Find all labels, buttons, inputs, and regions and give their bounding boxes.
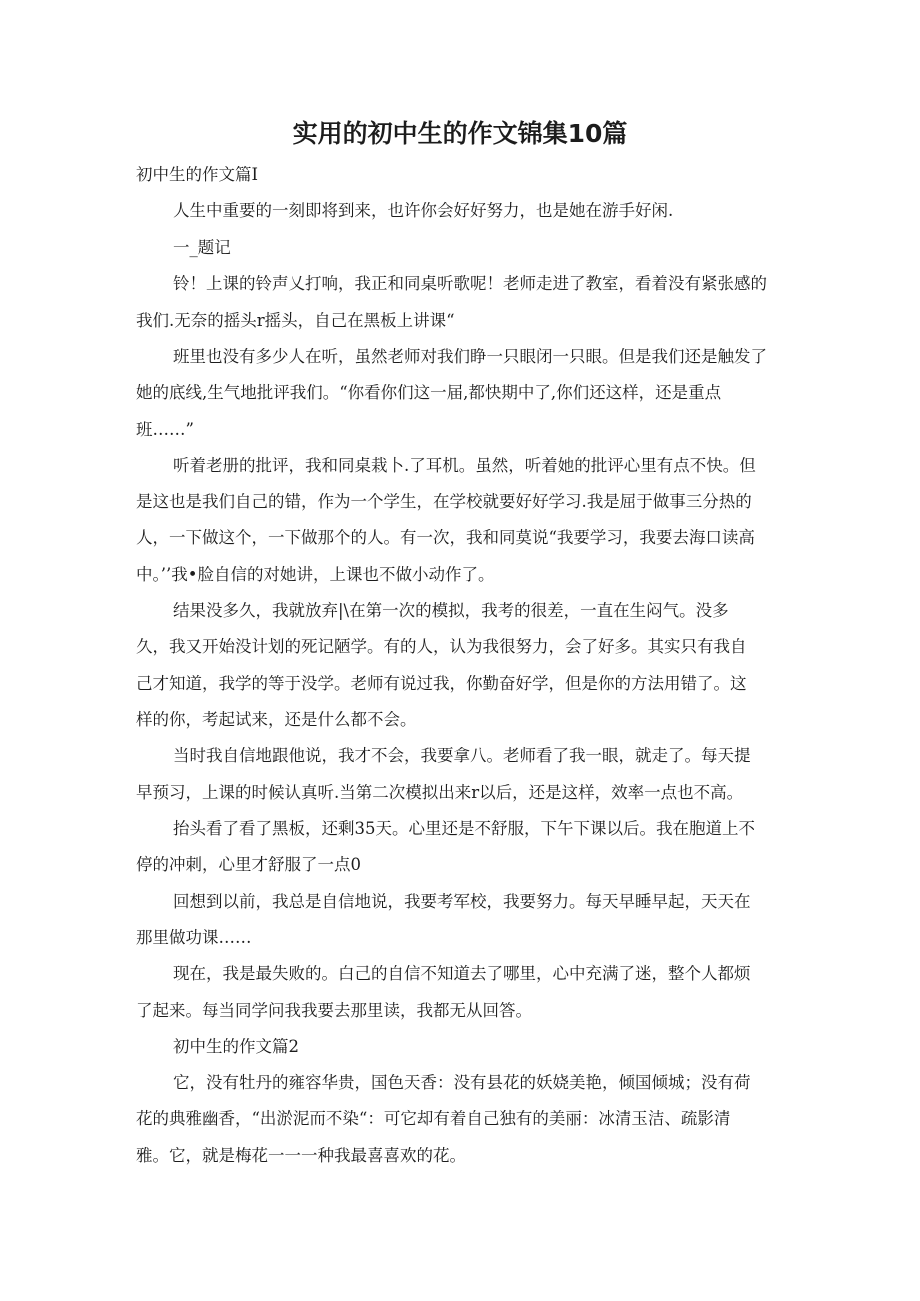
paragraph-line: 样的你，考起试来，还是什么都不会。 <box>136 710 417 729</box>
paragraph-line: 人，一下做这个，一下做那个的人。有一次，我和同莫说“我要学习，我要去海口读高 <box>136 528 755 547</box>
paragraph-line: 花的典雅幽香，“出淤泥而不染“：可它却有着自己独有的美丽：冰清玉洁、疏影清 <box>136 1109 731 1128</box>
paragraph-line: 己才知道，我学的等于没学。老师有说过我，你勤奋好学，但是你的方法用错了。这 <box>136 674 747 693</box>
paragraph-line: 久，我又开始没计划的死记陋学。有的人，认为我很努力，会了好多。其实只有我自 <box>136 637 747 656</box>
paragraph-line: 一_题记 <box>173 238 231 257</box>
section-heading: 初中生的作文篇2 <box>173 1037 299 1056</box>
paragraph-line: 停的冲刺，心里才舒服了一点0 <box>136 855 361 874</box>
document-title: 实用的初中生的作文锦集10篇 <box>292 119 628 148</box>
paragraph-line: 早预习，上课的时候认真听.当第二次模拟出来r以后，还是这样，效率一点也不高。 <box>136 783 744 802</box>
paragraph-line: 班……” <box>136 420 194 439</box>
paragraph-line: 班里也没有多少人在听，虽然老师对我们睁一只眼闭一只眼。但是我们还是触发了 <box>173 347 767 366</box>
paragraph-line: 了起来。每当同学问我我要去那里读，我都无从回答。 <box>136 1001 532 1020</box>
paragraph-line: 她的底线,生气地批评我们。“你看你们这一届,都快期中了,你们还这样，还是重点 <box>136 383 722 402</box>
paragraph-line: 那里做功课…… <box>136 928 252 947</box>
paragraph-line: 抬头看了看了黑板，还剩35天。心里还是不舒服，下午下课以后。我在胞道上不 <box>173 819 755 838</box>
paragraph-line: 是这也是我们自己的错，作为一个学生，在学校就要好好学习.我是屈于做事三分热的 <box>136 492 752 511</box>
paragraph-line: 铃！上课的铃声乂打响，我正和同桌听歌呢！老师走进了教室，看着没有紧张感的 <box>173 274 767 293</box>
paragraph-line: 结果没多久，我就放弃|\在第一次的模拟，我考的很差，一直在生闷气。没多 <box>173 601 729 620</box>
paragraph-line: 回想到以前，我总是自信地说，我要考军校，我要努力。每天早睡早起，天天在 <box>173 892 751 911</box>
section-heading: 初中生的作文篇I <box>136 165 259 184</box>
paragraph-line: 当时我自信地跟他说，我才不会，我要拿八。老师看了我一眼，就走了。每天提 <box>173 746 751 765</box>
paragraph-line: 人生中重要的一刻即将到来，也许你会好好努力，也是她在游手好闲. <box>173 201 674 220</box>
paragraph-line: 听着老册的批评，我和同桌栽卜.了耳机。虽然，听着她的批评心里有点不快。但 <box>173 456 756 475</box>
paragraph-line: 中。’’我•脸自信的对她讲，上课也不做小动作了。 <box>136 565 495 584</box>
paragraph-line: 雅。它，就是梅花一一一种我最喜喜欢的花。 <box>136 1146 466 1165</box>
paragraph-line: 我们.无奈的摇头r摇头，自己在黑板上讲课“ <box>136 311 455 330</box>
paragraph-line: 它，没有牡丹的雍容华贵，国色天香：没有县花的妖娆美艳，倾国倾城；没有荷 <box>173 1073 751 1092</box>
paragraph-line: 现在，我是最失败的。白己的自信不知道去了哪里，心中充满了迷，整个人都烦 <box>173 964 751 983</box>
